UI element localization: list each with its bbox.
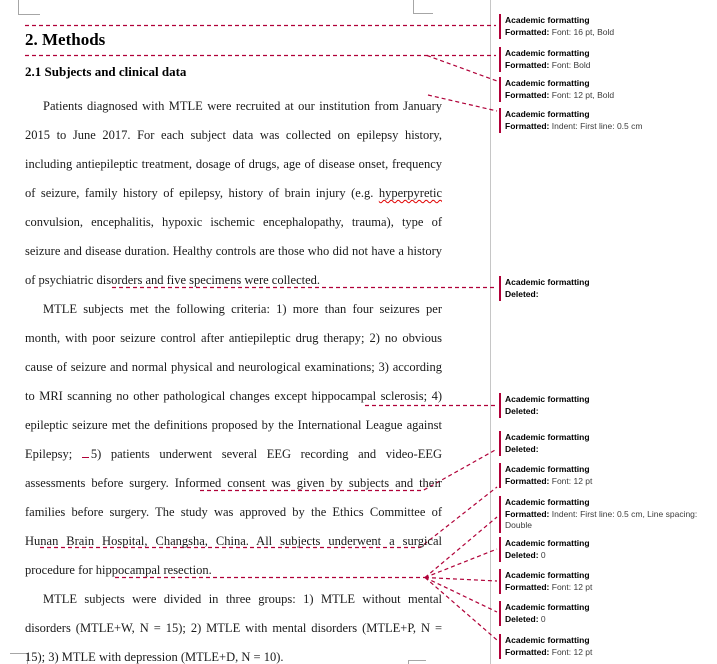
revision-author: Academic formatting	[505, 78, 590, 88]
revision-author: Academic formatting	[505, 464, 590, 474]
paragraph-criteria	[25, 295, 442, 585]
revision-author: Academic formatting	[505, 635, 590, 645]
revision-action: Formatted:	[505, 120, 550, 131]
paragraph-text: 5) patients underwent several EEG recording and video-EEG assessments before surgery. Informed consent was given by subjects and their families before surgery. The study was approved by the Ethics Committee of Hunan Brain Hospital, Changsha, China. All subjects underwent a surgical procedure for hippocampal resection.	[25, 447, 442, 577]
revision-detail: Font: 12 pt, Bold	[549, 89, 615, 100]
revision-author: Academic formatting	[505, 15, 590, 25]
text-boundary-mark-top-left	[19, 0, 41, 15]
revision-action: Deleted:	[505, 405, 539, 416]
revision-action: Formatted:	[505, 475, 550, 486]
revision-author: Academic formatting	[505, 394, 590, 404]
revision-author: Academic formatting	[505, 432, 590, 442]
revision-balloon[interactable]	[499, 463, 717, 488]
paragraph-subjects	[25, 92, 442, 295]
revision-action: Formatted:	[505, 59, 550, 70]
tracked-insertion-mark[interactable]	[82, 447, 89, 458]
revision-action: Formatted:	[505, 581, 550, 592]
paragraph-groups	[25, 585, 442, 664]
revision-action: Formatted:	[505, 26, 550, 37]
revision-detail: Indent: First line: 0.5 cm, Line spacing: Double	[505, 508, 698, 530]
revision-balloon[interactable]	[499, 496, 717, 533]
subsection-title: 2.1 Subjects and clinical data	[25, 64, 187, 79]
revision-balloon[interactable]	[499, 77, 717, 102]
paragraph-text: MTLE subjects were divided in three groups: 1) MTLE without mental disorders (MTLE+W, N = 15); 2) MTLE with mental disorders (MTLE+P, N = 15); 3) MTLE with depression (MTLE+D, N = 10).	[25, 592, 442, 664]
revision-author: Academic formatting	[505, 602, 590, 612]
paragraph-text: convulsion, encephalitis, hypoxic ischemic encephalopathy, trauma), type of seizure and disease duration. Healthy controls are those who did not have a history of psychiatric disorders and five specimens were collected.	[25, 215, 442, 287]
revision-balloon[interactable]	[499, 431, 717, 456]
misspelled-word[interactable]: hyperpyretic	[378, 186, 442, 200]
revision-author: Academic formatting	[505, 277, 590, 287]
revision-balloon[interactable]	[499, 537, 717, 562]
document-body	[25, 30, 442, 664]
revision-action: Deleted:	[505, 288, 539, 299]
revision-author: Academic formatting	[505, 109, 590, 119]
revision-author: Academic formatting	[505, 570, 590, 580]
revision-balloon[interactable]	[499, 14, 717, 39]
text-boundary-mark-top-right	[414, 0, 434, 14]
revision-balloon[interactable]	[499, 601, 717, 626]
revision-detail: Font: Bold	[549, 59, 591, 70]
revision-detail: Font: 12 pt	[549, 646, 593, 657]
revision-action: Formatted:	[505, 89, 550, 100]
revision-author: Academic formatting	[505, 48, 590, 58]
revision-balloon[interactable]	[499, 108, 717, 133]
revision-action: Formatted:	[505, 508, 550, 519]
revision-balloon[interactable]	[499, 393, 717, 418]
revision-action: Deleted:	[505, 549, 539, 560]
revision-action: Deleted:	[505, 443, 539, 454]
revision-detail: 0	[538, 549, 546, 560]
revision-balloon[interactable]	[499, 569, 717, 594]
paragraph-text: MTLE subjects met the following criteria: 1) more than four seizures per month, with poor seizure control after antiepileptic drug therapy; 2) no obvious cause of seizure and normal physical and neurological examinations; 3) according to MRI scanning no other pathological changes except hippocampal sclerosis; 4) epileptic seizure met the definitions proposed by the International League against Epilepsy;	[25, 302, 442, 461]
revision-detail: Indent: First line: 0.5 cm	[549, 120, 643, 131]
revision-detail: 0	[538, 613, 546, 624]
revision-action: Deleted:	[505, 613, 539, 624]
revision-author: Academic formatting	[505, 497, 590, 507]
revision-detail: Font: 12 pt	[549, 581, 593, 592]
revision-action: Formatted:	[505, 646, 550, 657]
revision-author: Academic formatting	[505, 538, 590, 548]
revision-detail: Font: 16 pt, Bold	[549, 26, 615, 37]
revision-balloon[interactable]	[499, 634, 717, 659]
revision-detail: Font: 12 pt	[549, 475, 593, 486]
revision-balloon[interactable]	[499, 47, 717, 72]
revision-balloon[interactable]	[499, 276, 717, 301]
paragraph-text: Patients diagnosed with MTLE were recruited at our institution from January 2015 to June 2017. For each subject data was collected on epilepsy history, including antiepileptic treatment, dosage of drugs, age of disease onset, frequency of seizure, family history of epilepsy, history of brain injury (e.g.	[25, 99, 442, 200]
section-title: 2. Methods	[25, 30, 106, 49]
